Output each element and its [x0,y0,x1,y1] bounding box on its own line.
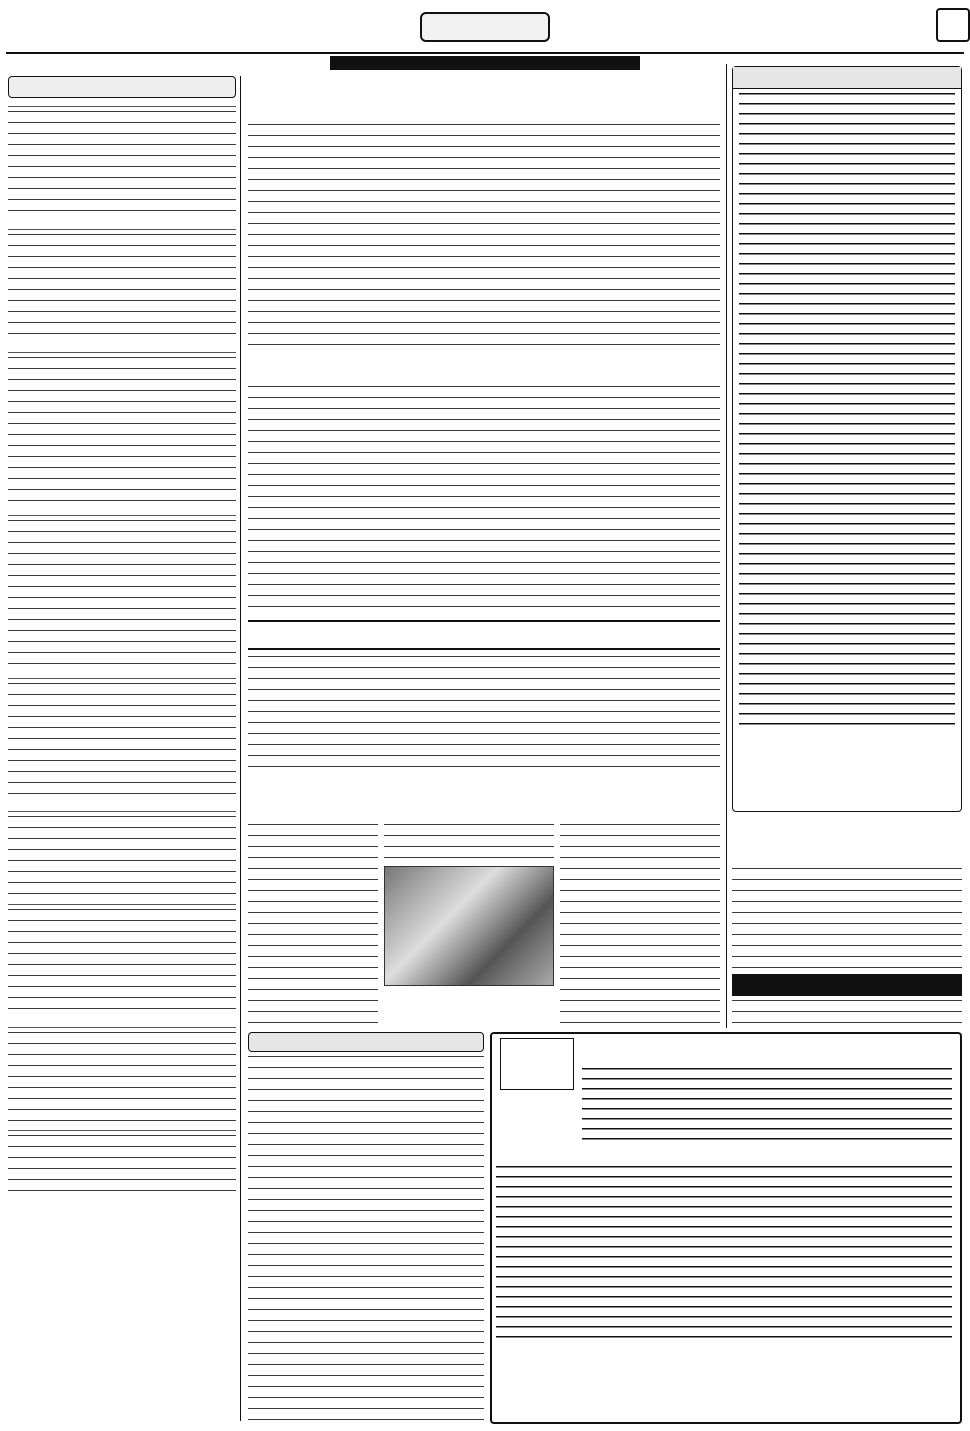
story3-body [248,656,720,776]
ad-text [582,1068,952,1148]
story-b-headline [732,974,962,996]
story-a-body [732,868,962,968]
newspaper-logo [6,4,106,48]
story4-body-mid [384,824,554,862]
exam-photo [384,866,554,986]
story3-headline [248,620,720,650]
left-item-title [8,674,236,679]
bottom-box-body [248,1056,484,1421]
left-item-title [8,900,236,905]
left-item-title [8,225,236,230]
cement-logo [500,1038,574,1090]
left-item-title [8,348,236,353]
left-item-title [8,1023,236,1028]
bottom-box-header [248,1032,484,1052]
left-item-title [8,807,236,812]
ad-terms [496,1166,952,1346]
left-item-title [8,1126,236,1131]
story-b-body [732,1000,962,1028]
left-item-title [8,102,236,107]
story2-body [248,386,720,612]
page-number [936,8,970,42]
story4-body-right [560,824,720,1024]
main-body [248,124,720,354]
masthead-strip [330,56,640,70]
tender-ad [490,1032,962,1424]
section-title [420,12,550,42]
left-column [8,102,236,1422]
sokhan-rooz-box [732,66,962,812]
story4-body-left [248,824,378,1024]
left-item-title [8,511,236,516]
left-rubric [8,76,236,98]
